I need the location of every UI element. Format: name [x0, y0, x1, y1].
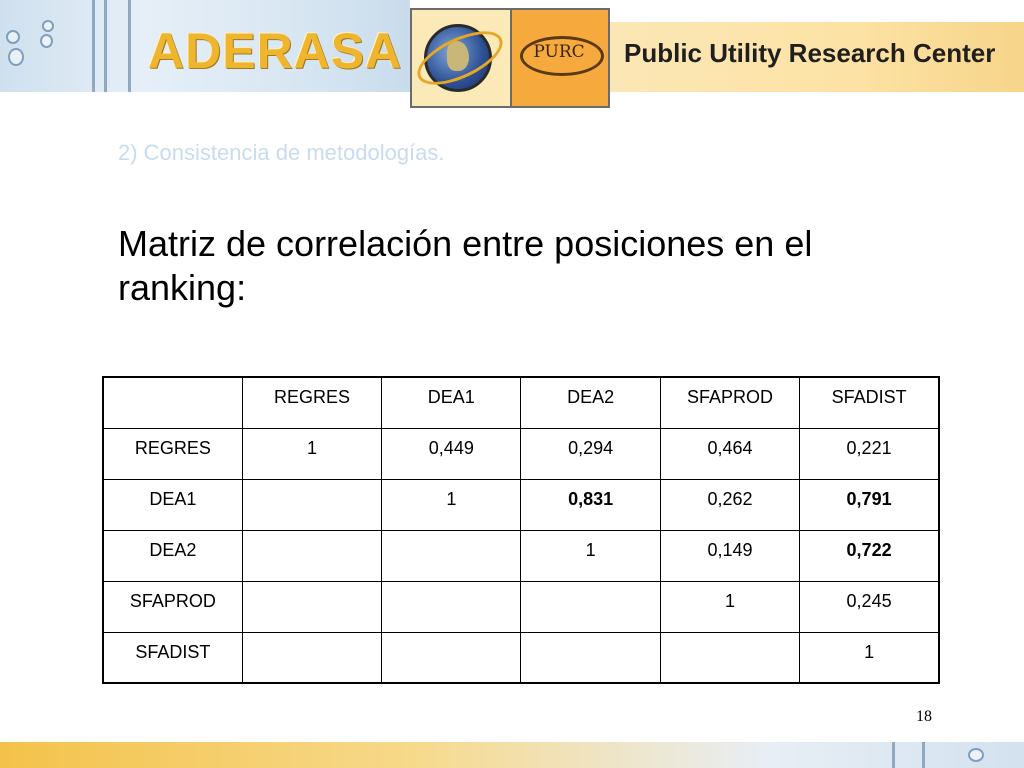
- org-name: Public Utility Research Center: [624, 38, 996, 68]
- table-cell: 0,449: [382, 428, 521, 479]
- decorative-line: [92, 0, 95, 92]
- table-header-cell: DEA2: [521, 377, 660, 428]
- table-cell: 1: [800, 632, 939, 683]
- row-label: SFADIST: [103, 632, 242, 683]
- table-row: [103, 479, 939, 530]
- table-cell: 0,262: [660, 479, 799, 530]
- aderasa-logo: ADERASA: [148, 23, 403, 79]
- decorative-line: [104, 0, 107, 92]
- table-cell: [382, 581, 521, 632]
- footer-banner: [0, 742, 1024, 768]
- water-drop-icon: [6, 30, 20, 44]
- table-header-row: [103, 377, 939, 428]
- water-drop-icon: [40, 34, 53, 48]
- table-cell: [242, 581, 381, 632]
- water-drop-icon: [42, 20, 54, 32]
- table-cell: 1: [521, 530, 660, 581]
- table-row: [103, 530, 939, 581]
- table-cell: 0,149: [660, 530, 799, 581]
- table-cell: 1: [382, 479, 521, 530]
- purc-logo-cell: [510, 10, 608, 106]
- page-number: 18: [916, 708, 932, 725]
- table-cell: 0,294: [521, 428, 660, 479]
- table-cell-highlight: 0,831: [521, 479, 660, 530]
- table-header-cell: SFAPROD: [660, 377, 799, 428]
- table-cell-highlight: 0,722: [800, 530, 939, 581]
- decorative-line: [922, 742, 925, 768]
- decorative-line: [128, 0, 131, 92]
- row-label: SFAPROD: [103, 581, 242, 632]
- water-drop-icon: [968, 748, 984, 762]
- table-cell: [382, 530, 521, 581]
- globe-logo-cell: [412, 10, 512, 106]
- table-cell: [242, 530, 381, 581]
- table-row: [103, 581, 939, 632]
- purc-logo-text: PURC: [533, 42, 585, 62]
- water-drop-icon: [8, 48, 24, 66]
- table-cell: 1: [660, 581, 799, 632]
- table-cell: 1: [242, 428, 381, 479]
- table-header-cell: [103, 377, 242, 428]
- table-header-cell: SFADIST: [800, 377, 939, 428]
- header-water-banner: [0, 0, 410, 92]
- table-cell: [382, 632, 521, 683]
- purc-logo: [410, 8, 610, 108]
- table-cell: [521, 632, 660, 683]
- table-row: [103, 632, 939, 683]
- row-label: DEA2: [103, 530, 242, 581]
- table-cell: 0,221: [800, 428, 939, 479]
- slide-subtitle: 2) Consistencia de metodologías.: [118, 140, 445, 165]
- decorative-line: [892, 742, 895, 768]
- table-cell: [660, 632, 799, 683]
- table-cell: 0,464: [660, 428, 799, 479]
- row-label: DEA1: [103, 479, 242, 530]
- correlation-matrix-table: [102, 376, 940, 684]
- table-header-cell: DEA1: [382, 377, 521, 428]
- table-cell-highlight: 0,791: [800, 479, 939, 530]
- org-banner: [610, 22, 1024, 92]
- slide-title: Matriz de correlación entre posiciones en el ranking:: [118, 223, 813, 308]
- table-cell: [242, 632, 381, 683]
- table-header-cell: REGRES: [242, 377, 381, 428]
- table-cell: 0,245: [800, 581, 939, 632]
- table-cell: [521, 581, 660, 632]
- row-label: REGRES: [103, 428, 242, 479]
- table-row: [103, 428, 939, 479]
- table-cell: [242, 479, 381, 530]
